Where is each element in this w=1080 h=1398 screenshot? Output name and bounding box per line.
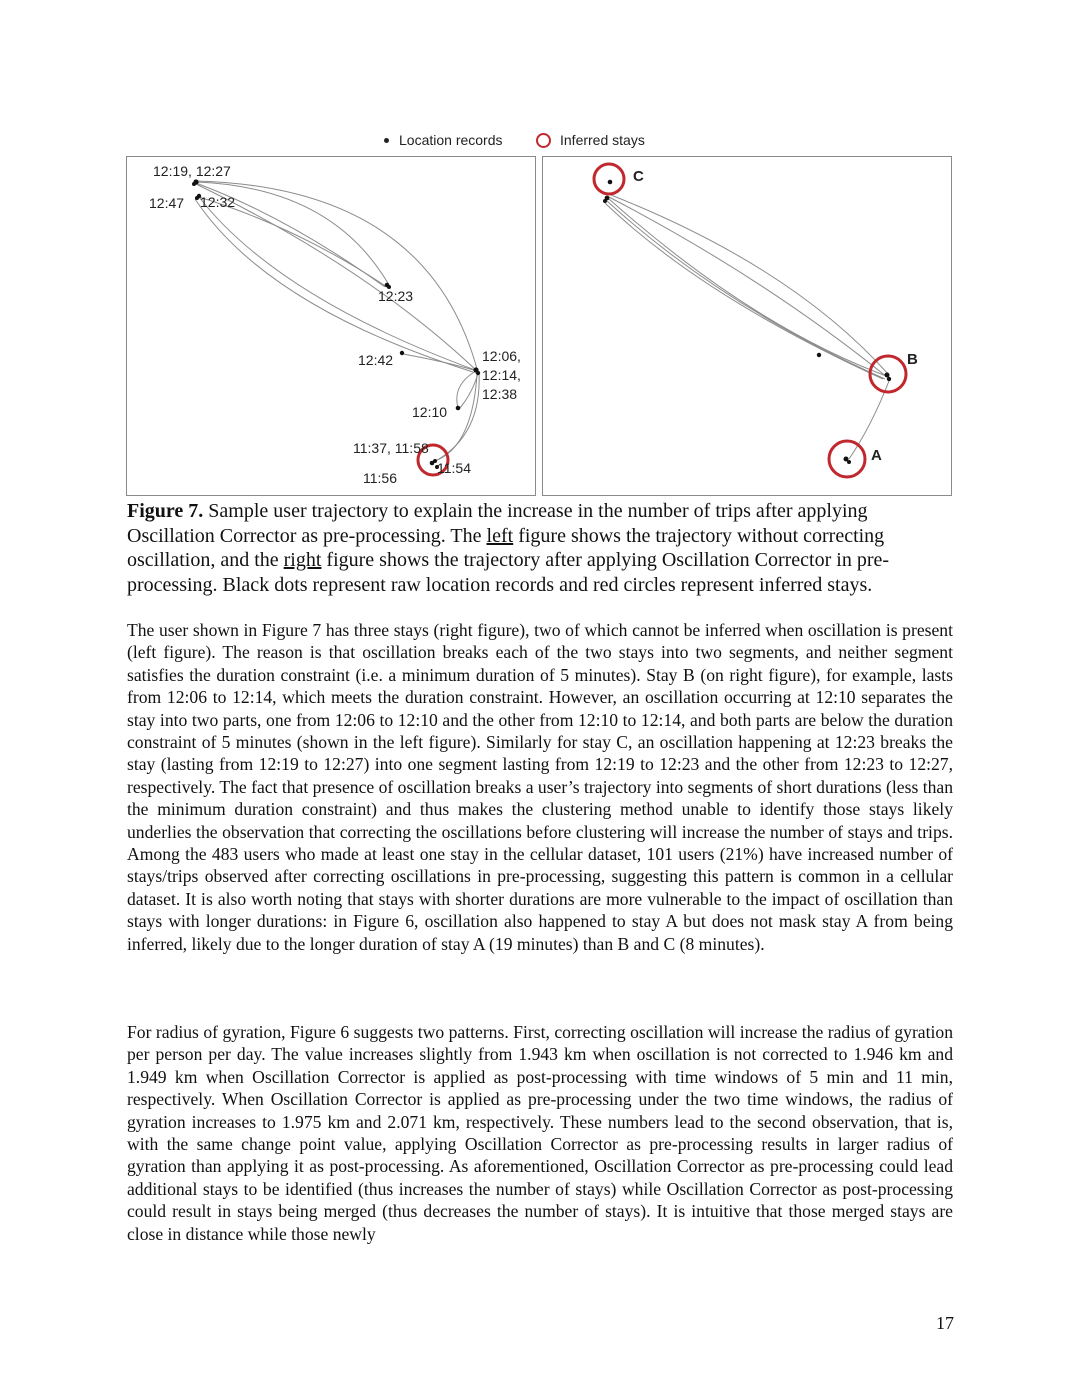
- figure-caption-label: Figure 7.: [127, 500, 204, 522]
- location-dot: [603, 199, 607, 203]
- caption-right-word: right: [283, 549, 322, 571]
- left-time-labels: [149, 163, 521, 486]
- figure-7: [126, 128, 954, 498]
- location-dot: [608, 180, 613, 185]
- location-dot: [887, 377, 891, 381]
- stay-label-a: A: [871, 447, 882, 464]
- caption-text: Sample user trajectory to explain the increase in the number of trips after applying Oscillation Corrector as pre-processing. The: [127, 500, 868, 547]
- right-inferred-stays: [594, 164, 906, 477]
- path-c-to-b-1: [196, 181, 477, 369]
- path-1247-to-b: [195, 199, 473, 372]
- time-label: 11:54: [437, 460, 471, 476]
- location-dot: [192, 182, 196, 186]
- location-dot: [885, 373, 890, 378]
- time-label: 12:32: [200, 194, 236, 210]
- time-label: 12:10: [412, 404, 448, 420]
- location-dot: [476, 371, 480, 375]
- time-label: 12:19, 12:27: [153, 163, 231, 179]
- inferred-stay-circle-c: [594, 164, 624, 194]
- legend-item-location-records: [384, 132, 503, 148]
- location-dot: [195, 196, 199, 200]
- left-location-dots: [192, 179, 480, 469]
- time-label: 11:37, 11:58: [353, 440, 429, 456]
- time-label: 11:56: [363, 470, 397, 486]
- path-c-to-b-5: [609, 199, 889, 377]
- left-trajectory-paths: [195, 181, 479, 463]
- path-c-to-b-2: [196, 184, 477, 371]
- stay-label-c: C: [633, 168, 644, 185]
- legend-label-location-records: Location records: [399, 132, 503, 148]
- location-dot: [400, 351, 404, 355]
- right-trajectory-panel: [542, 156, 952, 496]
- time-label: 12:42: [358, 352, 394, 368]
- right-location-dots: [603, 180, 891, 464]
- path-1232-to-1223: [199, 197, 387, 287]
- caption-text: figure shows the trajectory after applying Oscillation Corrector in pre-processing. Black dots represent raw location records and red circles represent inferred stays.: [127, 549, 890, 596]
- location-dot: [847, 460, 851, 464]
- body-paragraph-1: The user shown in Figure 7 has three stays (right figure), two of which cannot be inferred when oscillation is present (left figure). The reason is that oscillation breaks each of the two stays into two segments, and neither segment satisfies the duration constraint (i.e. a minimum duration of 5 minutes). Stay B (on right figure), for example, lasts from 12:06 to 12:14, which meets the duration constraint. However, an oscillation occurring at 12:10 separates the stay into two parts, one from 12:06 to 12:10 and the other from 12:10 to 12:14, and both parts are below the duration constraint of 5 minutes (shown in the left figure). Similarly for stay C, an oscillation happening at 12:23 breaks the stay (lasting from 12:19 to 12:27) into one segment lasting from 12:19 to 12:23 and the other from 12:23 to 12:27, respectively. The fact that presence of oscillation breaks a user’s trajectory into segments of short durations (less than the minimum duration constraint) and thus makes the clustering method unable to identify those stays likely underlies the observation that correcting the oscillations before clustering will increase the number of stays and trips. Among the 483 users who made at least one stay in the cellular dataset, 101 users (21%) have increased number of stays/trips observed after correcting oscillations in pre-processing, suggesting this pattern is common in a cellular dataset. It is also worth noting that stays with shorter durations are more vulnerable to the impact of oscillation than stays with longer durations: in Figure 6, oscillation also happened to stay A but does not mask stay A from being inferred, likely due to the longer duration of stay A (19 minutes) than B and C (8 minutes).: [127, 620, 953, 954]
- path-c-to-b-1: [609, 197, 887, 377]
- right-stay-labels: [633, 168, 918, 464]
- legend-item-inferred-stays: [536, 132, 645, 148]
- figure-caption: [127, 499, 957, 597]
- path-c-to-b-3: [607, 201, 885, 379]
- time-label: 12:23: [378, 288, 414, 304]
- path-c-to-b-2: [611, 195, 889, 375]
- right-trajectory-plot: [543, 157, 953, 497]
- left-trajectory-panel: [126, 156, 536, 496]
- location-dot: [817, 353, 821, 357]
- time-label: 12:14,: [482, 367, 521, 383]
- legend-label-inferred-stays: Inferred stays: [560, 132, 645, 148]
- left-trajectory-plot: [127, 157, 537, 497]
- caption-left-word: left: [486, 524, 514, 547]
- page-number: 17: [936, 1313, 954, 1333]
- figure-legend: [126, 128, 954, 154]
- time-label: 12:38: [482, 386, 518, 402]
- stay-label-b: B: [907, 351, 918, 368]
- time-label: 12:06,: [482, 348, 521, 364]
- legend-circle-icon: [536, 133, 551, 148]
- path-1232-to-b: [199, 197, 475, 370]
- body-paragraph-2: For radius of gyration, Figure 6 suggests two patterns. First, correcting oscillation will increase the radius of gyration per person per day. The value increases slightly from 1.943 km when oscillation is not corrected to 1.946 km and 1.949 km when Oscillation Corrector is applied as post-processing with time windows of 5 min and 11 min, respectively. When Oscillation Corrector is applied as pre-processing under the two time windows, the radius of gyration increases to 1.975 km and 2.071 km, respectively. These numbers lead to the second observation, that is, with the same change point value, applying Oscillation Corrector as pre-processing results in larger radius of gyration than applying it as post-processing. As aforementioned, Oscillation Corrector as pre-processing could lead additional stays to be identified (thus increases the number of stays) while Oscillation Corrector as post-processing could result in stays being merged (thus decreases the number of stays). It is intuitive that those merged stays are close in distance while those newly: [127, 1022, 953, 1244]
- legend-dot-icon: [384, 138, 389, 143]
- location-dot: [456, 406, 461, 411]
- time-label: 12:47: [149, 195, 185, 211]
- right-trajectory-paths: [605, 195, 889, 459]
- path-c-to-b-4: [605, 203, 883, 379]
- caption-text: figure shows the trajectory without correcting oscillation, and the: [127, 524, 885, 571]
